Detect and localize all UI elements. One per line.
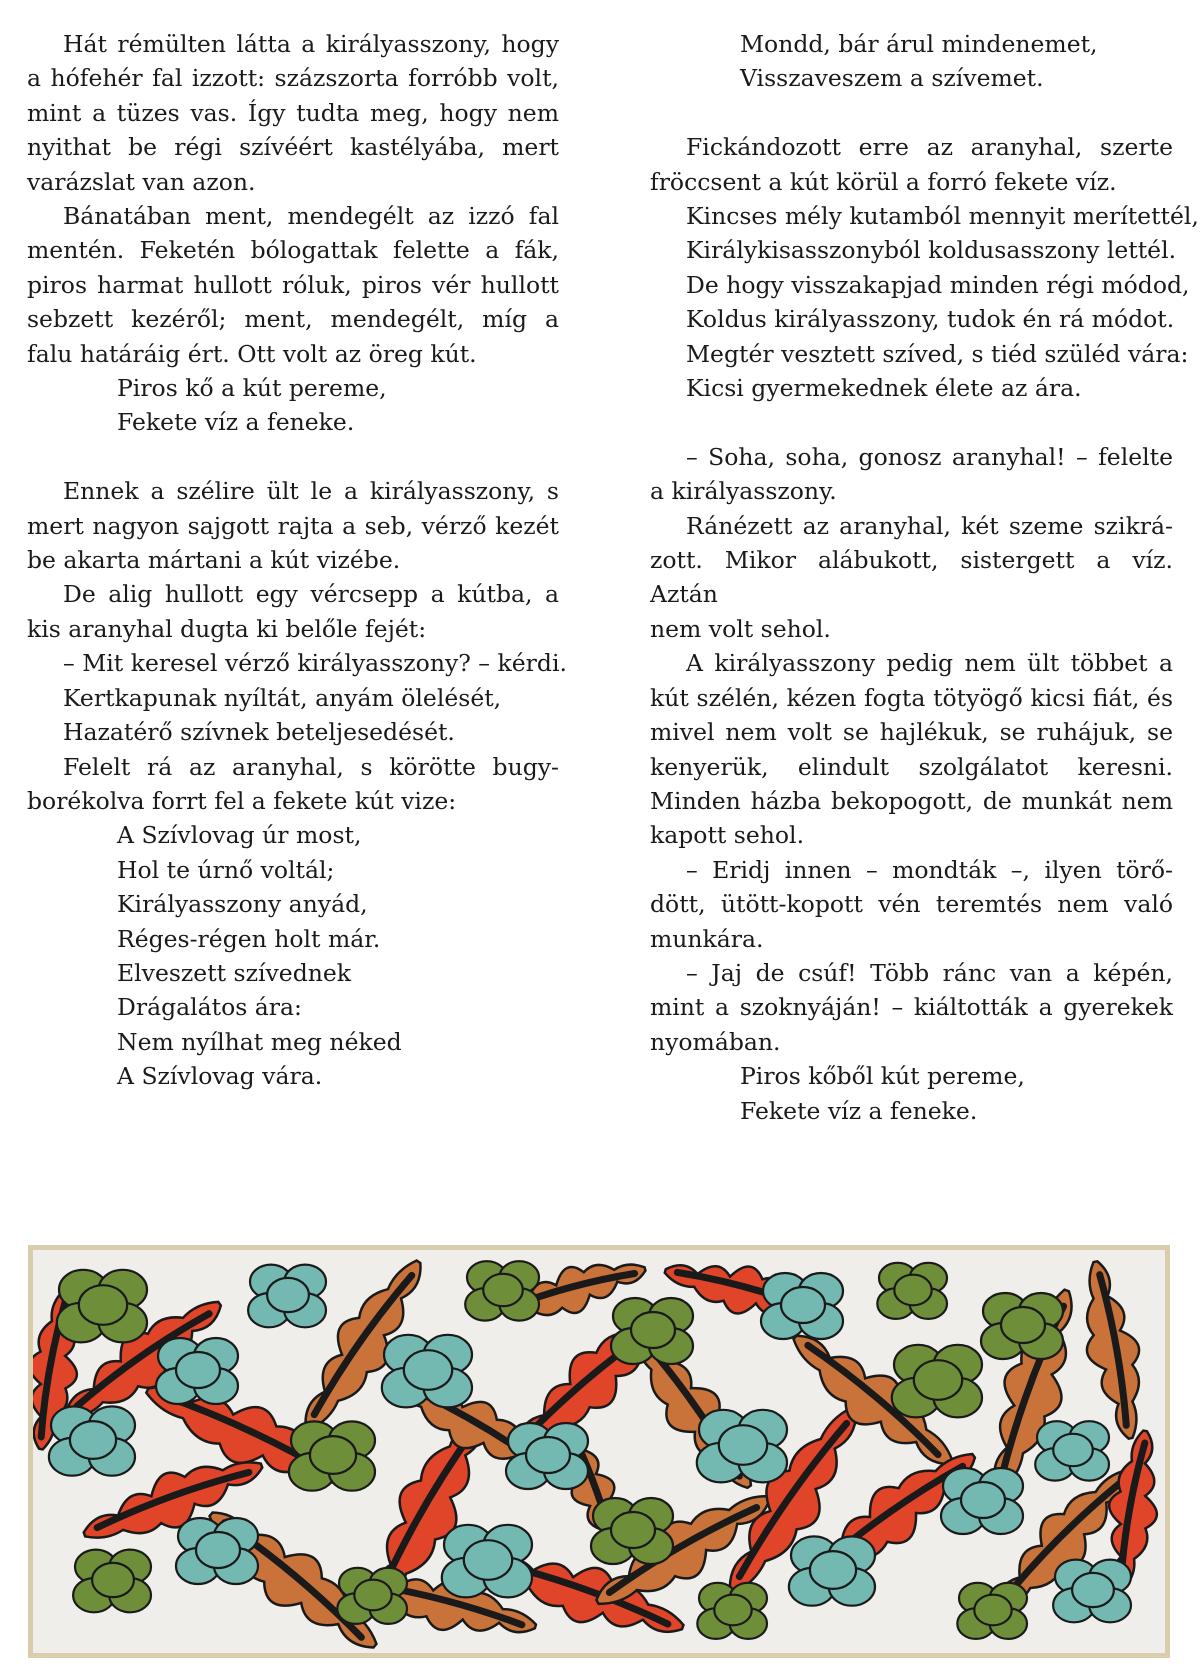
text-line: falu határáig ért. Ott volt az öreg kút. [27, 339, 477, 368]
verse-line: Mondd, bár árul mindenemet, [740, 30, 1098, 58]
blossom-lobe [526, 1437, 570, 1473]
verse-line: Kincses mély kutamból mennyit merítettél, [686, 202, 1199, 231]
text-line: Felelt rá az aranyhal, s körötte bugy- [63, 752, 559, 781]
blossom-motif [57, 1270, 147, 1343]
blossom-motif [957, 1583, 1027, 1639]
text-line: – Mit keresel vérző királyasszony? – kérdi. [63, 649, 567, 678]
verse-line: Királykisasszonyból koldusasszony lettél. [686, 236, 1177, 265]
text-line: kenyerük, elindult szolgálatot keresni. [650, 752, 1173, 781]
verse-line: Koldus királyasszony, tudok én rá módot. [686, 305, 1175, 334]
verse-line: De hogy visszakapjad minden régi módod, [686, 270, 1190, 299]
text-line: nem volt sehol. [650, 614, 831, 643]
blossom-lobe [176, 1352, 220, 1388]
stanza-gap [27, 440, 559, 474]
blossom-motif [156, 1338, 238, 1404]
verse-line: Réges-régen holt már. [117, 924, 381, 953]
blossom-motif [761, 1273, 843, 1339]
text-line: – Eridj innen – mondták –, ilyen törő- [686, 855, 1173, 884]
text-line: mentén. Feketén bólogattak felette a fák, [27, 236, 559, 265]
blossom-motif [289, 1421, 375, 1490]
text-line: Bánatában ment, mendegélt az izzó fal [63, 202, 559, 231]
blossom-motif [981, 1293, 1063, 1359]
verse-line: Kicsi gyermekednek élete az ára. [686, 374, 1082, 403]
blossom-motif [697, 1583, 767, 1639]
text-line: mint a tüzes vas. Így tudta meg, hogy nem [27, 98, 559, 127]
blossom-lobe [611, 1512, 655, 1548]
verse-line: Elveszett szívednek [117, 958, 352, 987]
blossom-lobe [79, 1285, 127, 1325]
text-line: borékolva forrt fel a fekete kút vize: [27, 786, 457, 815]
blossom-motif [506, 1423, 588, 1489]
blossom-lobe [631, 1312, 675, 1348]
verse-line: A Szívlovag úr most, [117, 821, 362, 850]
right-text-column [650, 27, 1199, 1128]
blossom-motif [941, 1468, 1023, 1534]
blossom-lobe [719, 1425, 767, 1465]
text-line: nyomában. [650, 1027, 781, 1056]
verse-line: Hazatérő szívnek beteljesedését. [63, 718, 455, 747]
blossom-motif [789, 1536, 875, 1605]
ornament-canvas [33, 1250, 1165, 1653]
text-line: zott. Mikor alábukott, sistergett a víz. Aztán [650, 546, 1173, 609]
verse-line: Drágalátos ára: [117, 993, 302, 1022]
blossom-lobe [404, 1350, 452, 1390]
text-line: A királyasszony pedig nem ült többet a [686, 649, 1173, 678]
text-line: Ennek a szélire ült le a királyasszony, s [63, 477, 559, 506]
blossom-motif [892, 1345, 982, 1418]
blossom-motif [337, 1568, 407, 1624]
text-line: De alig hullott egy vércsepp a kútba, a [63, 580, 559, 609]
blossom-motif [611, 1298, 693, 1364]
text-line: – Soha, soha, gonosz aranyhal! – felelte [686, 442, 1173, 471]
blossom-motif [73, 1550, 151, 1613]
blossom-lobe [810, 1551, 856, 1589]
folk-leaf-ornament [28, 1245, 1170, 1658]
text-line: – Jaj de csúf! Több ránc van a képén, [686, 958, 1173, 987]
text-line: Fickándozott erre az aranyhal, szerte [686, 133, 1173, 162]
blossom-lobe [894, 1275, 931, 1306]
blossom-motif [176, 1518, 258, 1584]
text-line: kapott sehol. [650, 821, 805, 850]
left-text-column [27, 27, 567, 1094]
blossom-motif [248, 1265, 326, 1328]
text-line: Ránézett az aranyhal, két szeme szikrá- [686, 511, 1173, 540]
text-line: dött, ütött-kopott vén teremtés nem való [650, 890, 1173, 919]
text-line: Minden házba bekopogott, de munkát nem [650, 786, 1173, 815]
verse-line: Kertkapunak nyíltát, anyám ölelését, [63, 683, 502, 712]
verse-line: Fekete víz a feneke. [117, 408, 355, 437]
blossom-motif [465, 1261, 539, 1320]
blossom-lobe [354, 1580, 391, 1611]
blossom-lobe [196, 1532, 240, 1568]
blossom-motif [591, 1498, 673, 1564]
text-line: kút szélén, kézen fogta tötyögő kicsi fiát, és [650, 683, 1173, 712]
stanza-gap [650, 96, 1173, 130]
blossom-motif [382, 1335, 472, 1408]
blossom-lobe [267, 1278, 309, 1312]
blossom-motif [697, 1410, 787, 1483]
text-line: piros harmat hullott róluk, piros vér hullott [27, 270, 559, 299]
blossom-motif [1035, 1421, 1109, 1480]
blossom-lobe [92, 1563, 134, 1597]
verse-line: Hol te úrnő voltál; [117, 855, 335, 884]
text-line: a hófehér fal izzott: százszorta forróbb volt, [27, 64, 559, 93]
text-line: Hát rémülten látta a királyasszony, hogy [63, 30, 559, 58]
verse-line: Visszaveszem a szívemet. [740, 64, 1044, 93]
blossom-motif [49, 1406, 135, 1475]
verse-line: Piros kőből kút pereme, [740, 1062, 1025, 1091]
verse-line: Nem nyílhat meg néked [117, 1027, 402, 1056]
blossom-lobe [974, 1595, 1011, 1626]
verse-line: Megtér vesztett szíved, s tiéd szüléd vára: [686, 339, 1189, 368]
blossom-lobe [914, 1360, 962, 1400]
text-line: mert nagyon sajgott rajta a seb, vérző kezét [27, 511, 559, 540]
verse-line: A Szívlovag vára. [117, 1062, 323, 1091]
blossom-lobe [781, 1287, 825, 1323]
blossom-lobe [483, 1274, 523, 1306]
text-line: a királyasszony. [650, 477, 837, 506]
blossom-lobe [70, 1421, 116, 1459]
blossom-motif [1053, 1560, 1131, 1623]
blossom-lobe [464, 1540, 512, 1580]
blossom-lobe [961, 1482, 1005, 1518]
blossom-lobe [1072, 1573, 1114, 1607]
blossom-motif [877, 1263, 947, 1319]
text-line: mivel nem volt se hajlékuk, se ruhájuk, se [650, 718, 1173, 747]
verse-line: Fekete víz a feneke. [740, 1096, 978, 1125]
text-line: nyithat be régi szívéért kastélyába, mert [27, 133, 559, 162]
text-line: kis aranyhal dugta ki belőle fejét: [27, 614, 427, 643]
text-line: munkára. [650, 924, 764, 953]
verse-line: Piros kő a kút pereme, [117, 374, 387, 403]
blossom-lobe [1001, 1307, 1045, 1343]
verse-line: Királyasszony anyád, [117, 890, 368, 919]
text-line: varázslat van azon. [27, 167, 256, 196]
blossom-lobe [310, 1436, 356, 1474]
text-line: be akarta mártani a kút vizébe. [27, 546, 401, 575]
blossom-lobe [714, 1595, 751, 1626]
text-line: fröccsent a kút körül a forró fekete víz. [650, 167, 1117, 196]
stanza-gap [650, 405, 1173, 439]
blossom-lobe [1053, 1434, 1093, 1466]
text-line: mint a szoknyáján! – kiáltották a gyerekek [650, 993, 1173, 1022]
text-line: sebzett kezéről; ment, mendegélt, míg a [27, 305, 559, 334]
blossom-motif [442, 1525, 532, 1598]
